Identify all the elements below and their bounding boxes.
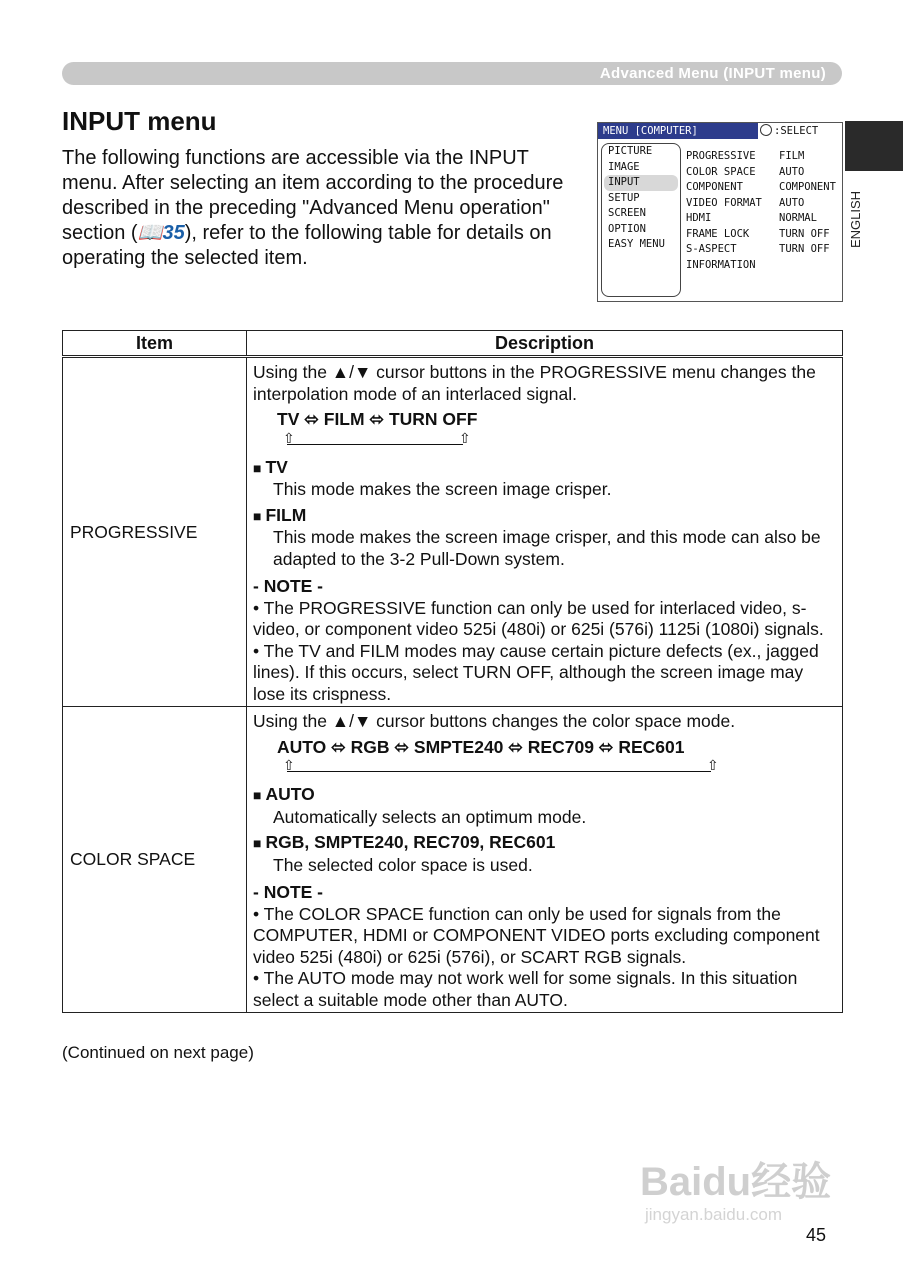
- osd-value: AUTO: [779, 196, 805, 209]
- square-bullet-icon: ■: [253, 787, 262, 803]
- table-header-row: [63, 331, 843, 357]
- progressive-loop-arrow: [283, 431, 836, 453]
- intro-paragraph: [62, 146, 582, 271]
- osd-function-list: [686, 149, 762, 273]
- square-bullet-icon: ■: [253, 459, 262, 476]
- up-arrow-icon: ⇧: [707, 757, 719, 773]
- watermark-url: jingyan.baidu.com: [645, 1205, 783, 1224]
- osd-menu-list: [601, 143, 681, 297]
- page-title: INPUT menu: [62, 106, 217, 136]
- up-arrow-icon: ⇧: [283, 757, 295, 773]
- color-space-note-2: • The AUTO mode may not work well for some signals. In this situation select a suitable mode other than AUTO.: [253, 968, 798, 1010]
- film-heading-text: FILM: [265, 504, 307, 525]
- progressive-film-text: This mode makes the screen image crisper, and this mode can also be adapted to the 3-2 Pull-Down system.: [273, 527, 821, 569]
- color-space-loop-arrow: [283, 758, 836, 780]
- color-space-note-heading: - NOTE -: [253, 882, 323, 902]
- description-color-space: [247, 707, 843, 1013]
- square-bullet-icon: ■: [253, 835, 262, 851]
- intro-text-after: ), refer to the following table for details on operating the selected item.: [62, 222, 552, 269]
- osd-menu-screenshot: [597, 122, 843, 302]
- table-row-color-space: [63, 707, 843, 1013]
- progressive-film-heading: [253, 505, 836, 528]
- osd-value: TURN OFF: [779, 227, 830, 240]
- color-space-auto-heading: [253, 784, 836, 807]
- up-arrow-icon: ⇧: [459, 429, 471, 446]
- osd-function: COMPONENT: [686, 181, 743, 193]
- osd-menu-item: OPTION: [608, 222, 646, 235]
- section-header-text: Advanced Menu (INPUT menu): [599, 65, 826, 82]
- osd-function: INFORMATION: [686, 258, 756, 271]
- osd-function: HDMI: [686, 212, 712, 224]
- progressive-note-heading: - NOTE -: [253, 576, 323, 596]
- dial-icon: [760, 124, 772, 136]
- language-tab: [845, 121, 903, 171]
- progressive-note-2: • The TV and FILM modes may cause certain picture defects (ex., jagged lines). If this occurs, select TURN OFF, although the screen image may lose its crispness.: [253, 640, 819, 704]
- rgb-heading-text: RGB, SMPTE240, REC709, REC601: [265, 832, 556, 852]
- color-space-rgb-heading: [253, 832, 836, 855]
- osd-value-list: [779, 149, 836, 258]
- color-space-rgb-text: The selected color space is used.: [273, 854, 533, 875]
- description-progressive: [247, 357, 843, 707]
- osd-function: FRAME LOCK: [686, 227, 750, 240]
- intro-text-before: The following functions are accessible via the INPUT menu. After selecting an item according to the procedure described in the preceding "Advanced Menu operation" section (: [62, 147, 564, 244]
- page-reference[interactable]: [138, 222, 185, 244]
- section-header-bar: [62, 62, 842, 85]
- input-menu-table: [62, 330, 843, 1013]
- loop-line: [287, 444, 463, 445]
- language-label: ENGLISH: [848, 190, 863, 248]
- osd-function: PROGRESSIVE: [686, 150, 756, 162]
- osd-menu-item: PICTURE: [608, 145, 653, 157]
- progressive-note-1: • The PROGRESSIVE function can only be used for interlaced video, s-video, or component video 525i (480i) or 625i (576i) 1125i (1080i) signals.: [253, 597, 824, 639]
- column-header-item: Item: [63, 331, 247, 357]
- up-arrow-icon: ⇧: [283, 429, 295, 446]
- osd-function: COLOR SPACE: [686, 165, 756, 178]
- osd-select-hint: [760, 123, 842, 139]
- osd-function: S-ASPECT: [686, 243, 737, 255]
- color-space-sequence: AUTO ⬄ RGB ⬄ SMPTE240 ⬄ REC709 ⬄ REC601: [277, 736, 685, 757]
- auto-heading-text: AUTO: [265, 784, 315, 804]
- square-bullet-icon: ■: [253, 507, 262, 524]
- language-label-wrap: [848, 178, 864, 248]
- osd-menu-item: SETUP: [608, 191, 640, 204]
- progressive-tv-heading: [253, 457, 836, 480]
- osd-menu-item: SCREEN: [608, 207, 646, 219]
- item-progressive: PROGRESSIVE: [63, 357, 247, 707]
- progressive-intro: Using the ▲/▼ cursor buttons in the PROGRESSIVE menu changes the interpolation mode of an interlaced signal.: [253, 362, 816, 404]
- reference-page: 35: [162, 222, 185, 244]
- book-icon: 📖: [137, 222, 163, 244]
- osd-title: MENU [COMPUTER]: [598, 123, 758, 139]
- column-header-description: Description: [247, 331, 843, 357]
- progressive-tv-text: This mode makes the screen image crisper.: [273, 479, 612, 499]
- table-row-progressive: [63, 357, 843, 707]
- osd-value: NORMAL: [779, 212, 817, 224]
- page-number: 45: [806, 1225, 827, 1245]
- loop-line: [287, 771, 711, 772]
- osd-value: AUTO: [779, 165, 805, 178]
- item-color-space: COLOR SPACE: [63, 707, 247, 1013]
- color-space-auto-text: Automatically selects an optimum mode.: [273, 806, 587, 827]
- osd-menu-item: EASY MENU: [608, 238, 665, 250]
- color-space-intro: Using the ▲/▼ cursor buttons changes the color space mode.: [253, 711, 736, 731]
- osd-menu-item-selected: INPUT: [604, 175, 678, 191]
- osd-select-label: :SELECT: [774, 125, 819, 137]
- osd-value: TURN OFF: [779, 243, 830, 255]
- color-space-note-1: • The COLOR SPACE function can only be used for signals from the COMPUTER, HDMI or COMPONENT VIDEO ports excluding component video 525i (480i) or 625i (576i), or SCART RGB signals.: [253, 903, 820, 967]
- progressive-sequence: TV ⬄ FILM ⬄ TURN OFF: [277, 409, 478, 429]
- osd-menu-item: IMAGE: [608, 160, 640, 173]
- watermark-logo: Baidu经验: [640, 1160, 832, 1204]
- osd-value: FILM: [779, 150, 805, 162]
- osd-value: COMPONENT: [779, 181, 836, 193]
- tv-heading-text: TV: [265, 456, 288, 477]
- continued-note: (Continued on next page): [62, 1043, 254, 1062]
- osd-function: VIDEO FORMAT: [686, 196, 762, 209]
